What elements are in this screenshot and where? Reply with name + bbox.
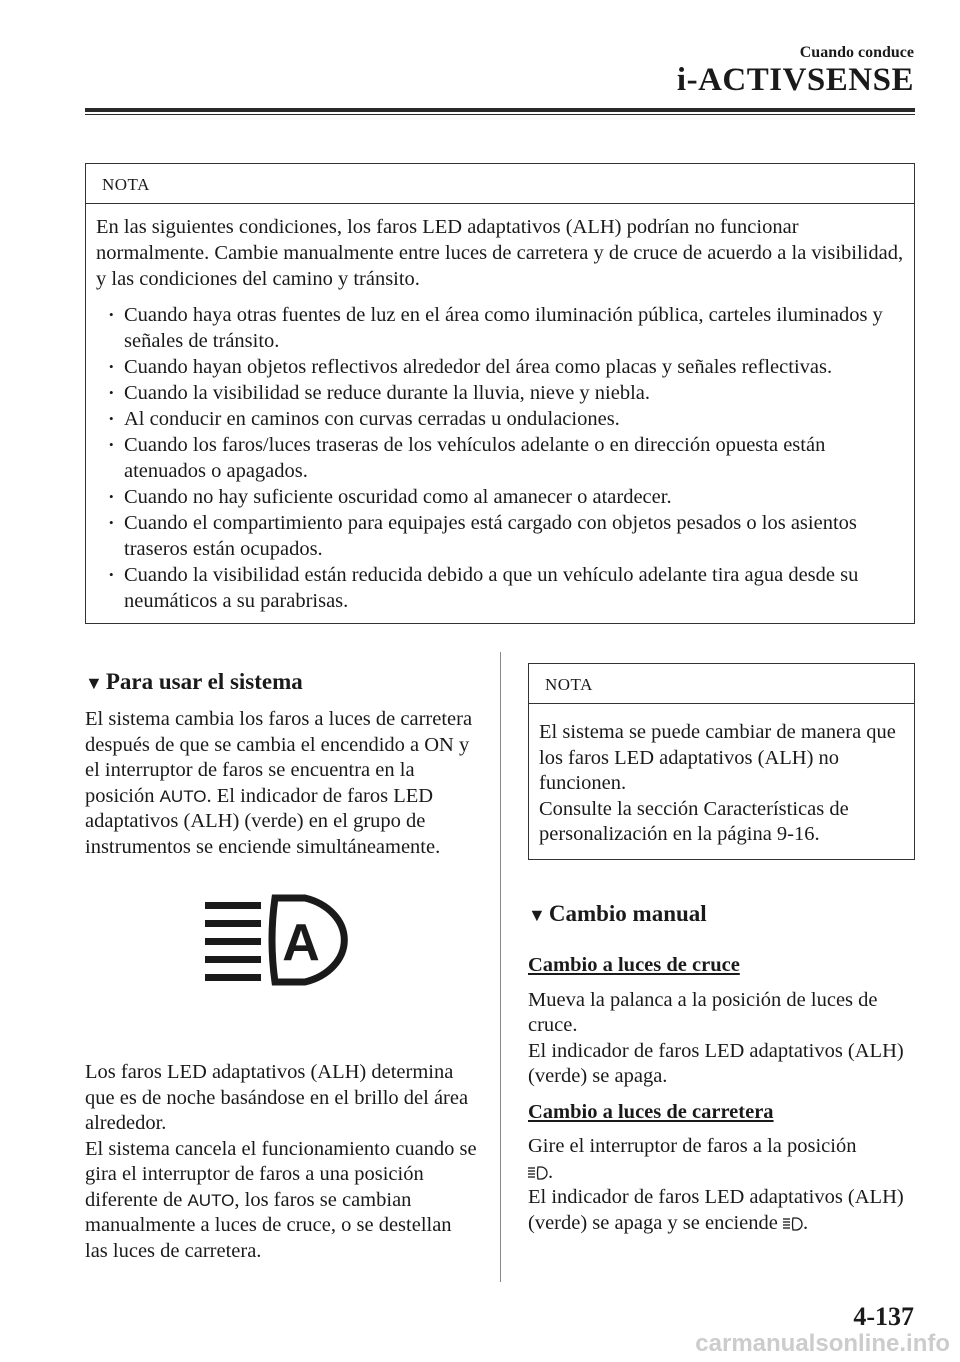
list-item: • Cuando la visibilidad están reducida debido a que un vehículo adelante tira agua desde su neumáticos a su parabrisas. xyxy=(96,562,904,614)
paragraph-low-beam: Mueva la palanca a la posición de luces de cruce. xyxy=(528,988,878,1036)
header-title: i-ACTIVSENSE xyxy=(676,62,914,98)
list-item: • Cuando la visibilidad se reduce durante la lluvia, nieve y niebla. xyxy=(96,380,904,406)
list-item: • Cuando hayan objetos reflectivos alrededor del área como placas y señales reflectivas. xyxy=(96,354,904,380)
triangle-marker-icon: ▼ xyxy=(528,905,546,925)
list-item: • Cuando haya otras fuentes de luz en el área como iluminación pública, carteles iluminados y señales de tránsito. xyxy=(96,302,904,354)
auto-high-beam-icon xyxy=(205,894,359,986)
paragraph-low-beam-indicator: El indicador de faros LED adaptativos (ALH) (verde) se apaga. xyxy=(528,1039,904,1087)
header-rule-thick xyxy=(85,108,915,112)
high-beam-icon xyxy=(528,1166,548,1180)
note-heading: NOTA xyxy=(86,164,914,204)
auto-label: AUTO xyxy=(187,1190,235,1210)
column-divider xyxy=(500,652,501,1282)
note-text: El sistema se puede cambiar de manera que los faros LED adaptativos (ALH) no funcionen. xyxy=(539,721,896,794)
high-beam-icon xyxy=(783,1217,803,1231)
list-item: • Al conducir en caminos con curvas cerradas u ondulaciones. xyxy=(96,406,904,432)
paragraph-high-beam-indicator: El indicador de faros LED adaptativos (ALH) (verde) se apaga y se enciende . xyxy=(528,1186,904,1234)
left-column xyxy=(85,666,477,1264)
list-item: • Cuando los faros/luces traseras de los vehículos adelante o en dirección opuesta están atenuados o apagados. xyxy=(96,432,904,484)
subheading-high-beam: Cambio a luces de carretera xyxy=(528,1100,774,1123)
paragraph-system-operation: El sistema cambia los faros a luces de carretera después de que se cambia el encendido a ON y el interruptor de faros se encuentra en la posición AUTO. El indicador de faros LED adaptativos (ALH) (verde) en el grupo de instrumentos se enciende simultáneamente. xyxy=(85,708,473,858)
list-item: • Cuando no hay suficiente oscuridad como al amanecer o atardecer. xyxy=(96,484,904,510)
header-rule-thin xyxy=(85,114,915,115)
paragraph-cancel: El sistema cancela el funcionamiento cuando se gira el interruptor de faros a una posición diferente de AUTO, los faros se cambian manualmente a luces de cruce, o se destellan las luces de carretera. xyxy=(85,1137,477,1262)
note-box-customization xyxy=(528,663,915,860)
auto-label: AUTO xyxy=(159,786,207,806)
page-number: 4-137 xyxy=(853,1302,914,1331)
paragraph-night-detection: Los faros LED adaptativos (ALH) determina que es de noche basándose en el brillo del área alrededor. xyxy=(85,1061,469,1134)
icon-figure xyxy=(85,860,477,1060)
section-title-manual-change: ▼ Cambio manual xyxy=(528,898,915,931)
paragraph-high-beam: Gire el interruptor de faros a la posición . xyxy=(528,1135,857,1183)
note-intro: En las siguientes condiciones, los faros LED adaptativos (ALH) podrían no funcionar normalmente. Cambie manualmente entre luces de carretera y de cruce de acuerdo a la visibilidad, y las condiciones del camino y tránsito. xyxy=(96,216,904,290)
section-title-use-system: ▼ Para usar el sistema xyxy=(85,666,477,699)
triangle-marker-icon: ▼ xyxy=(85,673,103,693)
note-condition-list xyxy=(96,302,904,614)
subheading-low-beam: Cambio a luces de cruce xyxy=(528,954,740,976)
note-heading: NOTA xyxy=(529,664,914,704)
note-box-conditions xyxy=(85,163,915,624)
list-item: • Cuando el compartimiento para equipajes está cargado con objetos pesados o los asientos traseros están ocupados. xyxy=(96,510,904,562)
right-column xyxy=(528,898,915,1236)
note-text: Consulte la sección Características de personalización en la página 9-16. xyxy=(539,797,849,845)
header-section: Cuando conduce xyxy=(799,44,914,61)
svg-text:A: A xyxy=(282,914,320,972)
watermark: carmanualsonline.info xyxy=(695,1330,950,1357)
